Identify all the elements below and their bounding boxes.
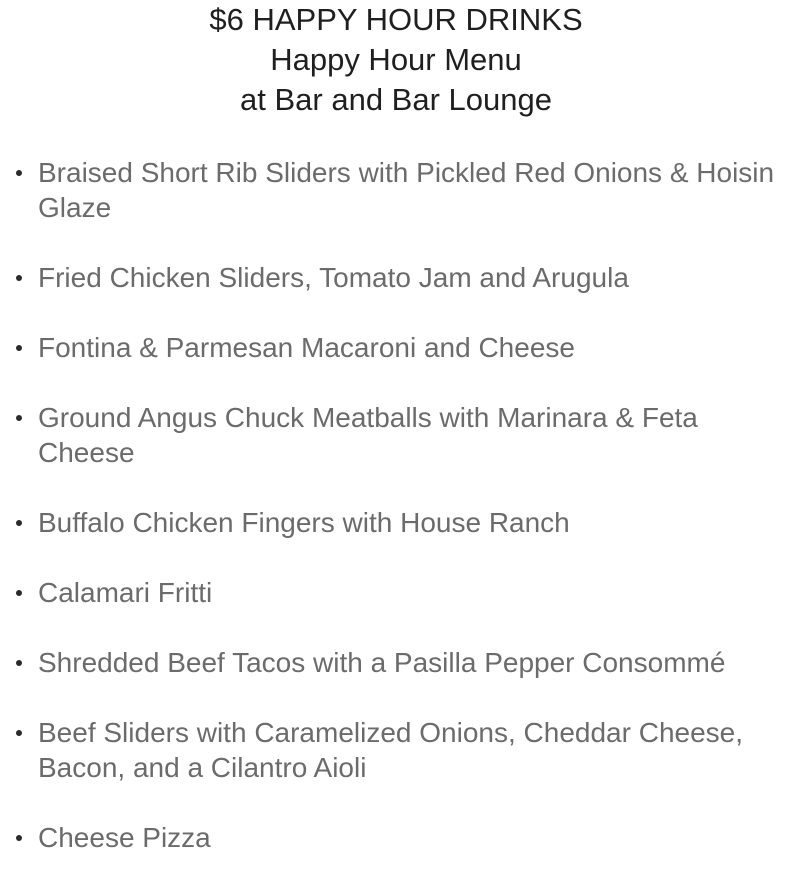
bullet-icon bbox=[16, 835, 22, 841]
list-item bbox=[0, 645, 792, 680]
menu-item-text: Buffalo Chicken Fingers with House Ranch bbox=[38, 507, 570, 538]
menu-item-list bbox=[0, 155, 792, 890]
list-item bbox=[0, 330, 792, 365]
menu-item-text: Cheese Pizza bbox=[38, 822, 211, 853]
menu-item-text: Calamari Fritti bbox=[38, 577, 213, 608]
bullet-icon bbox=[16, 275, 22, 281]
list-item bbox=[0, 505, 792, 540]
list-item bbox=[0, 155, 792, 225]
list-item bbox=[0, 260, 792, 295]
header-menu-title: Happy Hour Menu bbox=[270, 42, 522, 77]
menu-item-text: Fried Chicken Sliders, Tomato Jam and Arugula bbox=[38, 262, 629, 293]
menu-item-text: Shredded Beef Tacos with a Pasilla Pepper Consommé bbox=[38, 647, 726, 678]
list-item bbox=[0, 820, 792, 855]
bullet-icon bbox=[16, 590, 22, 596]
bullet-icon bbox=[16, 415, 22, 421]
bullet-icon bbox=[16, 730, 22, 736]
bullet-icon bbox=[16, 660, 22, 666]
bullet-icon bbox=[16, 170, 22, 176]
menu-header bbox=[0, 0, 792, 120]
menu-item-text: Beef Sliders with Caramelized Onions, Cheddar Cheese, Bacon, and a Cilantro Aioli bbox=[38, 717, 744, 783]
bullet-icon bbox=[16, 520, 22, 526]
list-item bbox=[0, 715, 792, 785]
bullet-icon bbox=[16, 345, 22, 351]
list-item bbox=[0, 400, 792, 470]
menu-item-text: Braised Short Rib Sliders with Pickled Red Onions & Hoisin Glaze bbox=[38, 157, 775, 223]
list-item bbox=[0, 575, 792, 610]
menu-item-text: Ground Angus Chuck Meatballs with Marinara & Feta Cheese bbox=[38, 402, 698, 468]
header-location: at Bar and Bar Lounge bbox=[240, 82, 552, 117]
menu-item-text: Fontina & Parmesan Macaroni and Cheese bbox=[38, 332, 575, 363]
header-drinks-line: $6 HAPPY HOUR DRINKS bbox=[209, 2, 583, 37]
